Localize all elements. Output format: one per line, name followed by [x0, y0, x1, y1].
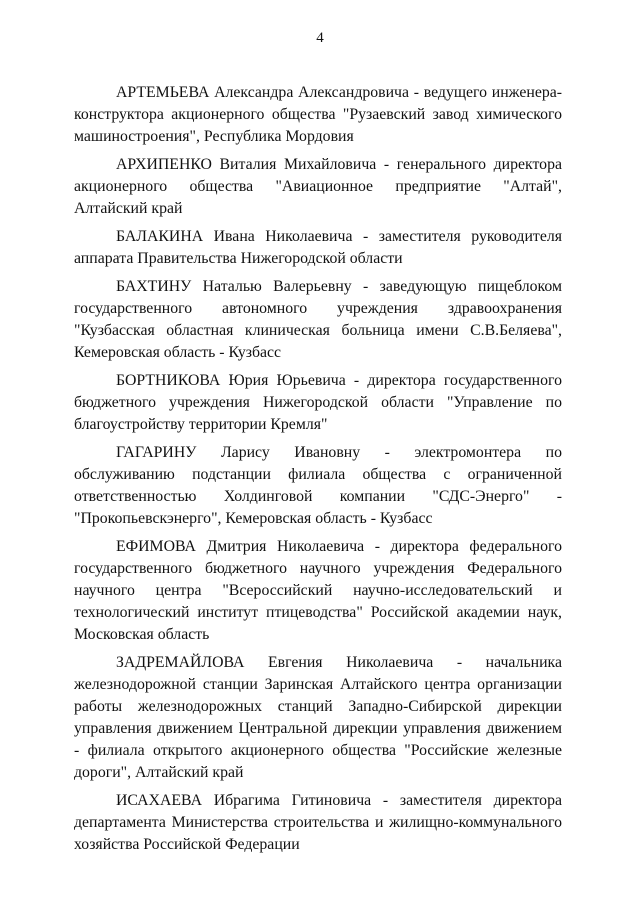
list-item: ИСАХАЕВА Ибрагима Гитиновича - заместителя директора департамента Министерства строительства и жилищно-коммунального хозяйства Российской Федерации [74, 792, 562, 853]
list-item: ГАГАРИНУ Ларису Ивановну - электромонтера по обслуживанию подстанции филиала общества с ограниченной ответственностью Холдинговой компании "СДС-Энерго" - "Прокопьевскэнерго", Кемеровская область - Кузбасс [74, 444, 562, 527]
list-item: ЕФИМОВА Дмитрия Николаевича - директора федерального государственного бюджетного научного учреждения Федерального научного центра "Всероссийский научно-исследовательский и технологический институт птицеводства" Российской академии наук, Московская область [74, 538, 562, 643]
list-item: БАЛАКИНА Ивана Николаевича - заместителя руководителя аппарата Правительства Нижегородской области [74, 228, 562, 267]
list-item: БОРТНИКОВА Юрия Юрьевича - директора государственного бюджетного учреждения Нижегородской области "Управление по благоустройству территории Кремля" [74, 372, 562, 433]
list-item: БАХТИНУ Наталью Валерьевну - заведующую пищеблоком государственного автономного учреждения здравоохранения "Кузбасская областная клиническая больница имени С.В.Беляева", Кемеровская область - Кузбасс [74, 278, 562, 361]
list-item: АРТЕМЬЕВА Александра Александровича - ведущего инженера-конструктора акционерного общества "Рузаевский завод химического машиностроения", Республика Мордовия [74, 84, 562, 145]
page-number: 4 [316, 30, 324, 46]
award-list [74, 82, 562, 862]
list-item: ЗАДРЕМАЙЛОВА Евгения Николаевича - начальника железнодорожной станции Заринская Алтайского центра организации работы железнодорожных станций Западно-Сибирской дирекции управления движением Центральной дирекции управления движением - филиала открытого акционерного общества "Российские железные дороги", Алтайский край [74, 654, 562, 781]
list-item: АРХИПЕНКО Виталия Михайловича - генерального директора акционерного общества "Авиационное предприятие "Алтай", Алтайский край [74, 156, 562, 217]
